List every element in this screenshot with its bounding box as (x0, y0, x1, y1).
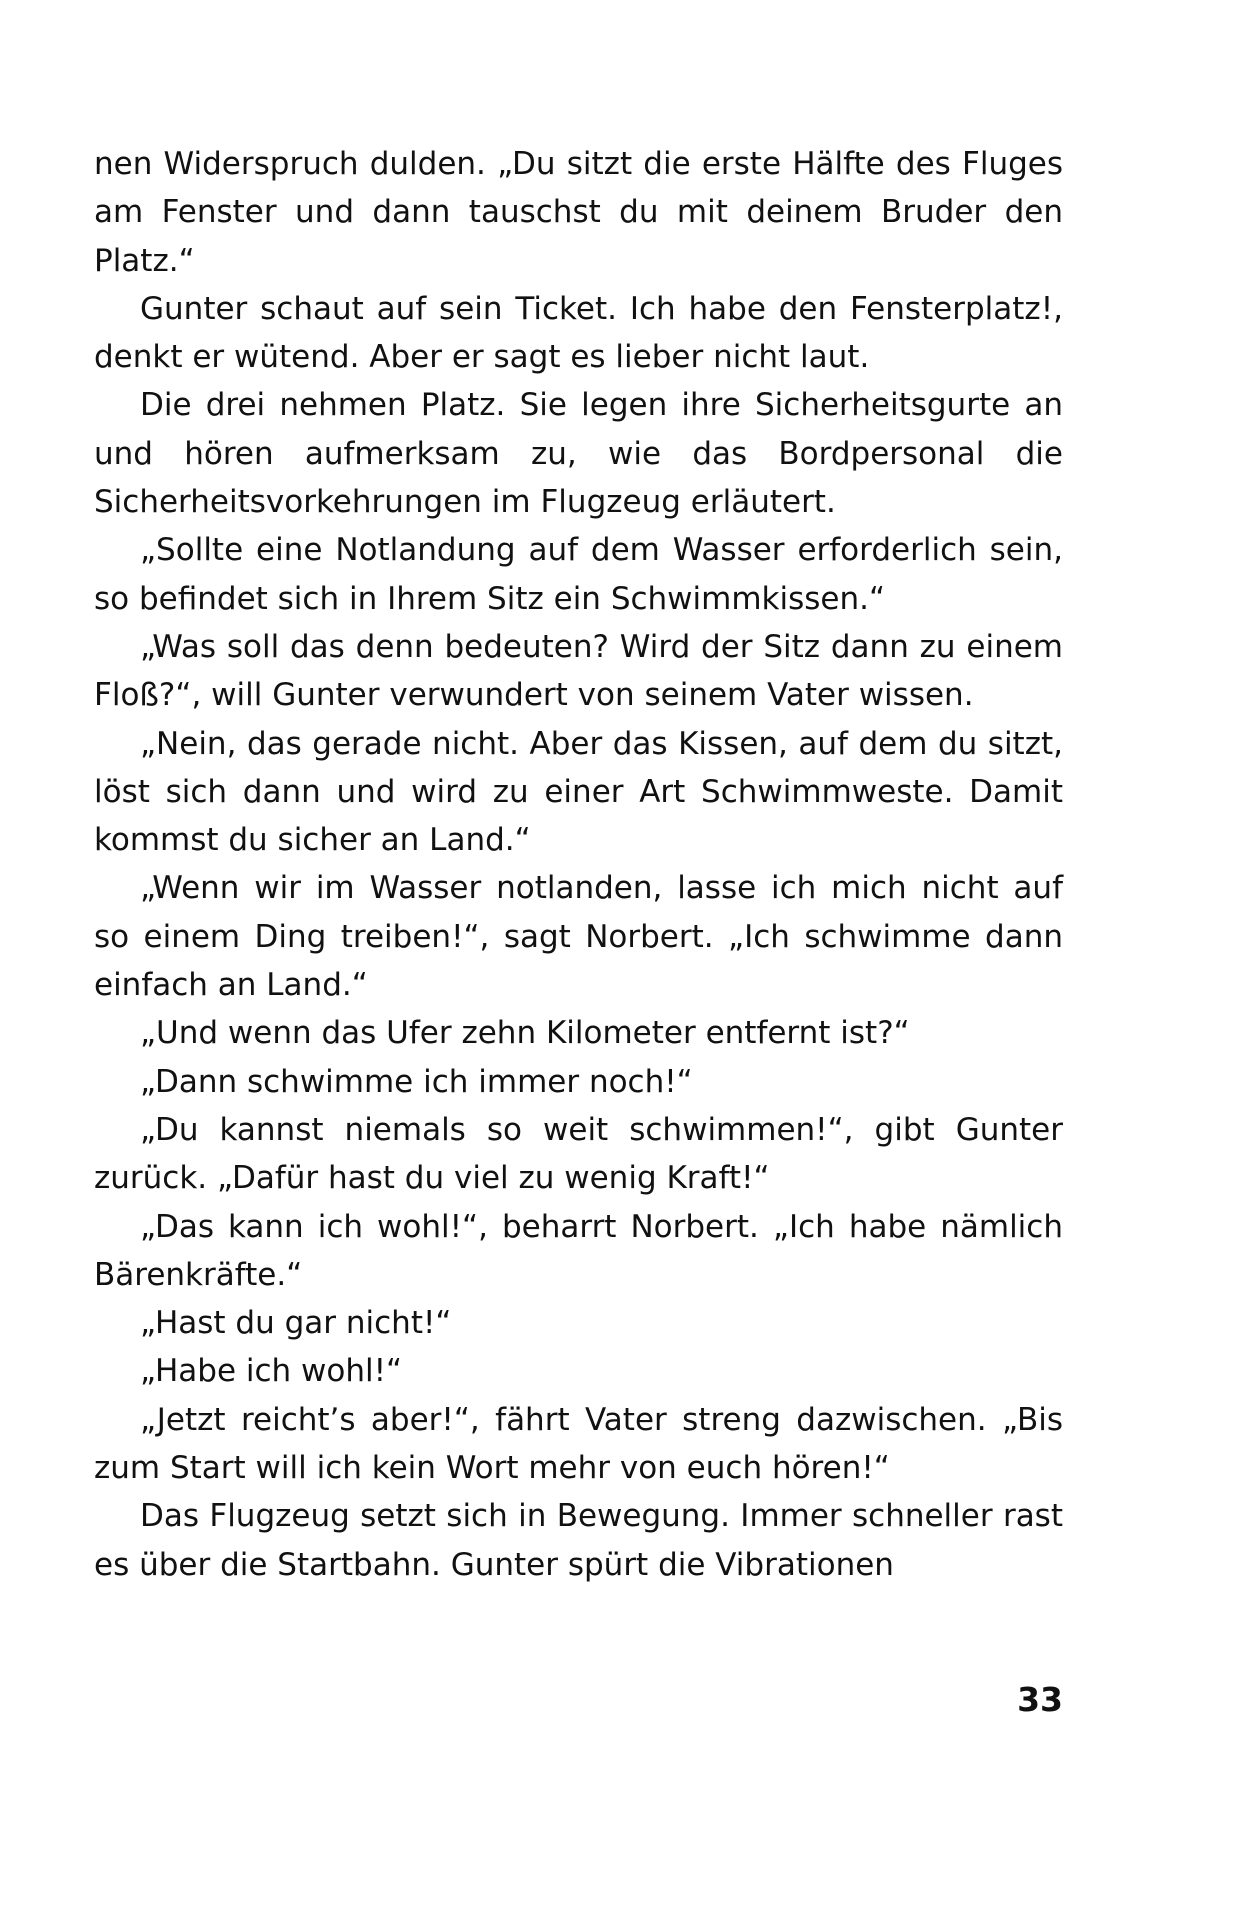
paragraph: „Nein, das gerade nicht. Aber das Kissen, auf dem du sitzt, löst sich dann und wird zu einer Art Schwimmweste. Damit kommst du sicher an Land.“ (94, 725, 1063, 859)
paragraph: „Du kannst niemals so weit schwimmen!“, gibt Gunter zurück. „Dafür hast du viel zu wenig Kraft!“ (94, 1111, 1063, 1197)
paragraph: „Habe ich wohl!“ (140, 1353, 403, 1390)
paragraph: „Wenn wir im Wasser notlanden, lasse ich mich nicht auf so einem Ding treiben!“, sagt Norbert. „Ich schwimme dann einfach an Land.“ (94, 870, 1063, 1004)
paragraph: Gunter schaut auf sein Ticket. Ich habe den Fensterplatz!, denkt er wütend. Aber er sagt es lieber nicht laut. (94, 290, 1063, 376)
paragraph: „Was soll das denn bedeuten? Wird der Sitz dann zu einem Floß?“, will Gunter verwundert von seinem Vater wissen. (94, 628, 1063, 714)
paragraph: „Sollte eine Notlandung auf dem Wasser erforderlich sein, so befindet sich in Ihrem Sitz ein Schwimmkissen.“ (94, 532, 1063, 617)
paragraph-continuation: nen Widerspruch dulden. „Du sitzt die erste Hälfte des Fluges am Fenster und dann tauschst du mit deinem Bruder den Platz.“ (94, 146, 1063, 279)
paragraph: „Jetzt reicht’s aber!“, fährt Vater streng dazwischen. „Bis zum Start will ich kein Wort mehr von euch hören!“ (94, 1401, 1063, 1487)
paragraph: „Das kann ich wohl!“, beharrt Norbert. „Ich habe nämlich Bärenkräfte.“ (94, 1208, 1063, 1293)
paragraph: Das Flugzeug setzt sich in Bewegung. Immer schneller rast es über die Startbahn. Gunter spürt die Vibrationen (94, 1498, 1063, 1583)
paragraph: Die drei nehmen Platz. Sie legen ihre Sicherheitsgurte an und hören aufmerksam zu, wie das Bordpersonal die Sicherheitsvorkehrungen im Flugzeug erläutert. (94, 387, 1063, 521)
paragraph: „Dann schwimme ich immer noch!“ (140, 1063, 693, 1100)
paragraph: „Und wenn das Ufer zehn Kilometer entfernt ist?“ (140, 1015, 910, 1052)
body-text (94, 140, 1063, 1589)
paragraph: „Hast du gar nicht!“ (140, 1305, 452, 1342)
page-number: 33 (1017, 1680, 1063, 1719)
